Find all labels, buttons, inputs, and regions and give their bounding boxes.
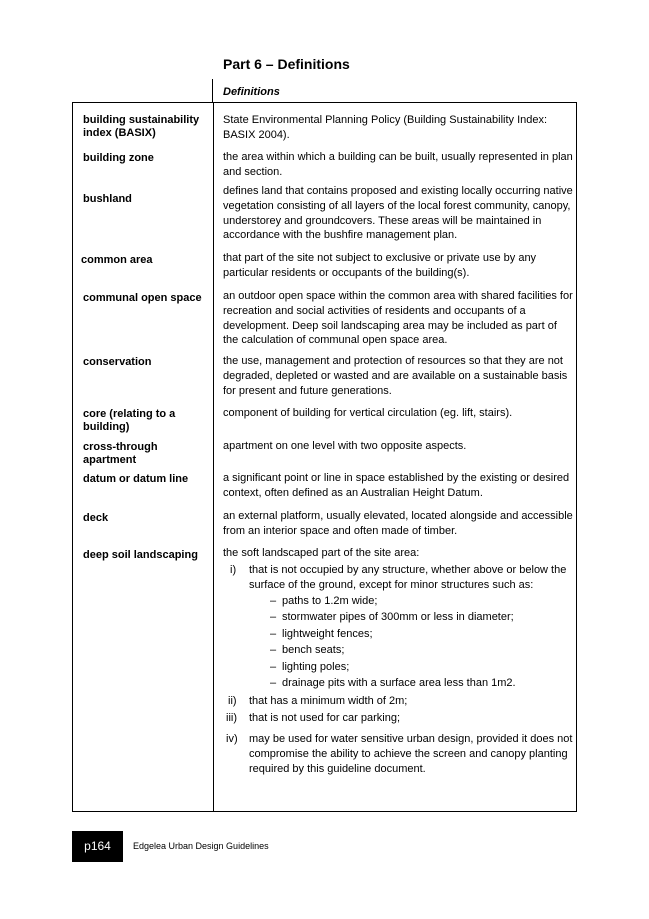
definition-bushland: defines land that contains proposed and existing locally occurring native vegetation consisting of all layers of the local forest community, canopy, understorey and groundcovers. These areas will be maintained in accordance with the bushfire management plan. (223, 185, 573, 242)
definition-deck: an external platform, usually elevated, located alongside and accessible from an interior space and often made of timber. (223, 510, 573, 537)
bullet-dash: – (270, 644, 277, 656)
definition-cross-through-apartment: apartment on one level with two opposite aspects. (223, 440, 467, 452)
list-number: iii) (226, 712, 237, 724)
definitions-table (72, 102, 577, 812)
definition-common-area: that part of the site not subject to exclusive or private use by any particular residents or occupants of the building(s). (223, 252, 537, 279)
definition-communal-open-space: an outdoor open space within the common area with shared facilities for recreation and social activities of residents and occupants of a development. Deep soil landscaping area may be included as part of the calculation of communal open space area. (223, 290, 573, 347)
bullet-dash: – (270, 628, 277, 640)
list-item: that is not occupied by any structure, whether above or below the surface of the ground, except for minor structures such as: (249, 564, 567, 591)
list-item: that is not used for car parking; (249, 712, 401, 724)
definition-basix: State Environmental Planning Policy (Building Sustainability Index: BASIX 2004). (223, 114, 548, 141)
column-header: Definitions (223, 86, 280, 98)
term-cross-through-apartment: cross-through apartment (83, 441, 158, 466)
definition-building-zone: the area within which a building can be built, usually represented in plan and section. (223, 151, 573, 178)
list-number: ii) (228, 695, 237, 707)
term-communal-open-space: communal open space (83, 292, 202, 304)
bullet-item: bench seats; (282, 644, 345, 656)
list-item: may be used for water sensitive urban design, provided it does not compromise the ability to achieve the screen and canopy planting required by this guideline document. (249, 733, 573, 775)
term-conservation: conservation (83, 356, 152, 368)
bullet-item: paths to 1.2m wide; (282, 595, 378, 607)
footer-title: Edgelea Urban Design Guidelines (133, 841, 269, 851)
definition-deep-soil-intro: the soft landscaped part of the site area: (223, 547, 420, 559)
bullet-dash: – (270, 661, 277, 673)
column-divider (213, 103, 214, 811)
bullet-item: lightweight fences; (282, 628, 373, 640)
definition-core: component of building for vertical circulation (eg. lift, stairs). (223, 407, 513, 419)
bullet-item: stormwater pipes of 300mm or less in diameter; (282, 611, 514, 623)
term-deck: deck (83, 512, 109, 524)
term-deep-soil-landscaping: deep soil landscaping (83, 549, 198, 561)
list-item: that has a minimum width of 2m; (249, 695, 408, 707)
list-number: i) (230, 564, 237, 576)
term-basix: building sustainability index (BASIX) (83, 114, 200, 139)
bullet-dash: – (270, 611, 277, 623)
term-datum: datum or datum line (83, 473, 189, 485)
definition-conservation: the use, management and protection of resources so that they are not degraded, depleted or wasted and are available on a sustainable basis for present and future generations. (223, 355, 568, 397)
column-divider-top (212, 79, 213, 103)
term-bushland: bushland (83, 193, 132, 205)
definition-datum: a significant point or line in space established by the existing or desired context, often defined as an Australian Height Datum. (223, 472, 570, 499)
term-core: core (relating to a building) (83, 408, 176, 433)
bullet-dash: – (270, 677, 277, 689)
bullet-dash: – (270, 595, 277, 607)
bullet-item: drainage pits with a surface area less than 1m2. (282, 677, 516, 689)
term-building-zone: building zone (83, 152, 154, 164)
page-title: Part 6 – Definitions (223, 56, 350, 72)
bullet-item: lighting poles; (282, 661, 350, 673)
term-common-area: common area (81, 254, 153, 266)
page-number: p164 (72, 831, 123, 862)
list-number: iv) (226, 733, 238, 745)
